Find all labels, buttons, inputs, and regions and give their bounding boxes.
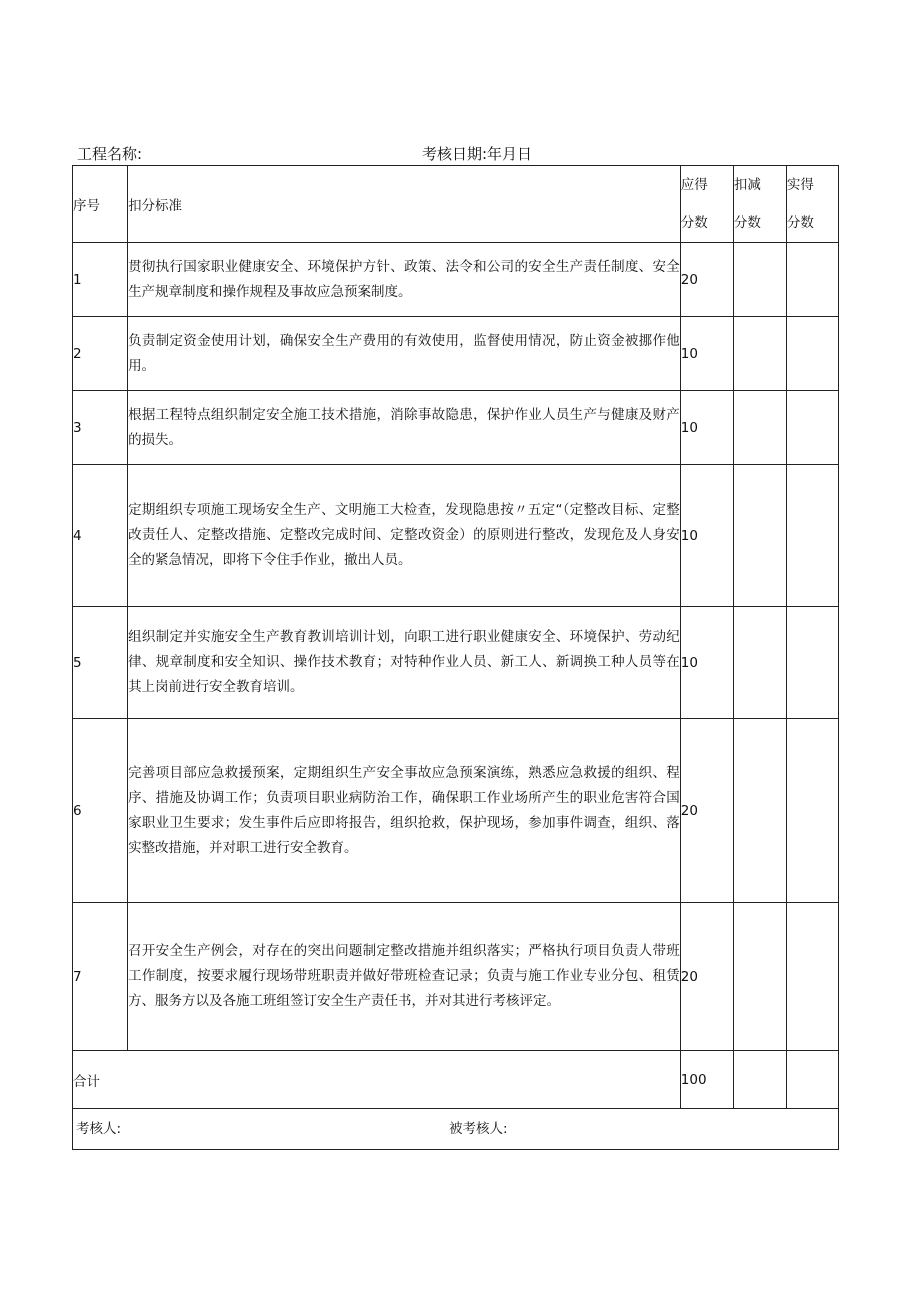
project-name-label: 工程名称: [77,145,143,163]
row-criteria: 根据工程特点组织制定安全施工技术措施，消除事故隐患，保护作业人员生产与健康及财产的损失。 [128,391,681,465]
deduction-cell[interactable] [733,317,786,391]
row-criteria: 负责制定资金使用计划，确保安全生产费用的有效使用，监督使用情况，防止资金被挪作他用。 [128,317,681,391]
table-header-row [73,166,839,243]
form-header [72,143,838,165]
table-row [73,719,839,903]
total-row [73,1051,839,1109]
header-no: 序号 [73,166,128,243]
actual-score-cell[interactable] [786,719,838,903]
row-number: 1 [73,243,128,317]
deduction-cell[interactable] [733,243,786,317]
assessee-label: 被考核人: [449,1121,508,1137]
row-number: 7 [73,903,128,1051]
row-max-points: 10 [680,391,733,465]
header-max-score: 应得 分数 [680,166,733,243]
total-points: 100 [680,1051,733,1109]
total-deduction-cell[interactable] [733,1051,786,1109]
row-criteria: 定期组织专项施工现场安全生产、文明施工大检查，发现隐患按〃五定“（定整改目标、定整改责任人、定整改措施、定整改完成时间、定整改资金）的原则进行整改，发现危及人身安全的紧急情况，即将下令住手作业，撤出人员。 [128,465,681,607]
header-criteria: 扣分标准 [128,166,681,243]
total-actual-cell[interactable] [786,1051,838,1109]
actual-score-cell[interactable] [786,903,838,1051]
deduction-cell[interactable] [733,465,786,607]
row-number: 6 [73,719,128,903]
row-max-points: 20 [680,719,733,903]
row-criteria: 召开安全生产例会，对存在的突出问题制定整改措施并组织落实；严格执行项目负责人带班工作制度，按要求履行现场带班职责并做好带班检查记录；负责与施工作业专业分包、租赁方、服务方以及各施工班组签订安全生产责任书，并对其进行考核评定。 [128,903,681,1051]
deduction-cell[interactable] [733,391,786,465]
actual-score-cell[interactable] [786,243,838,317]
assessment-table [72,165,839,1150]
signature-row [73,1109,839,1150]
table-row [73,465,839,607]
table-row [73,391,839,465]
row-max-points: 10 [680,317,733,391]
actual-score-cell[interactable] [786,317,838,391]
row-criteria: 完善项目部应急救援预案，定期组织生产安全事故应急预案演练，熟悉应急救援的组织、程序、措施及协调工作；负责项目职业病防治工作，确保职工作业场所产生的职业危害符合国家职业卫生要求；发生事件后应即将报告，组织抢救，保护现场，参加事件调查，组织、落实整改措施，并对职工进行安全教育。 [128,719,681,903]
signature-cell [73,1109,839,1150]
row-criteria: 组织制定并实施安全生产教育教训培训计划，向职工进行职业健康安全、环境保护、劳动纪律、规章制度和安全知识、操作技术教育；对特种作业人员、新工人、新调换工种人员等在其上岗前进行安全教育培训。 [128,607,681,719]
actual-score-cell[interactable] [786,607,838,719]
assessor-label: 考核人: [76,1121,122,1137]
row-number: 3 [73,391,128,465]
header-actual-score: 实得 分数 [786,166,838,243]
row-max-points: 10 [680,607,733,719]
deduction-cell[interactable] [733,719,786,903]
deduction-cell[interactable] [733,607,786,719]
table-row [73,607,839,719]
deduction-cell[interactable] [733,903,786,1051]
row-criteria: 贯彻执行国家职业健康安全、环境保护方针、政策、法令和公司的安全生产责任制度、安全生产规章制度和操作规程及事故应急预案制度。 [128,243,681,317]
table-row [73,243,839,317]
actual-score-cell[interactable] [786,465,838,607]
row-number: 5 [73,607,128,719]
total-label: 合计 [73,1051,681,1109]
row-max-points: 20 [680,903,733,1051]
header-deduction: 扣减 分数 [733,166,786,243]
assessment-date-label: 考核日期:年月日 [422,145,533,163]
row-max-points: 10 [680,465,733,607]
row-number: 4 [73,465,128,607]
table-row [73,903,839,1051]
row-max-points: 20 [680,243,733,317]
actual-score-cell[interactable] [786,391,838,465]
row-number: 2 [73,317,128,391]
table-row [73,317,839,391]
